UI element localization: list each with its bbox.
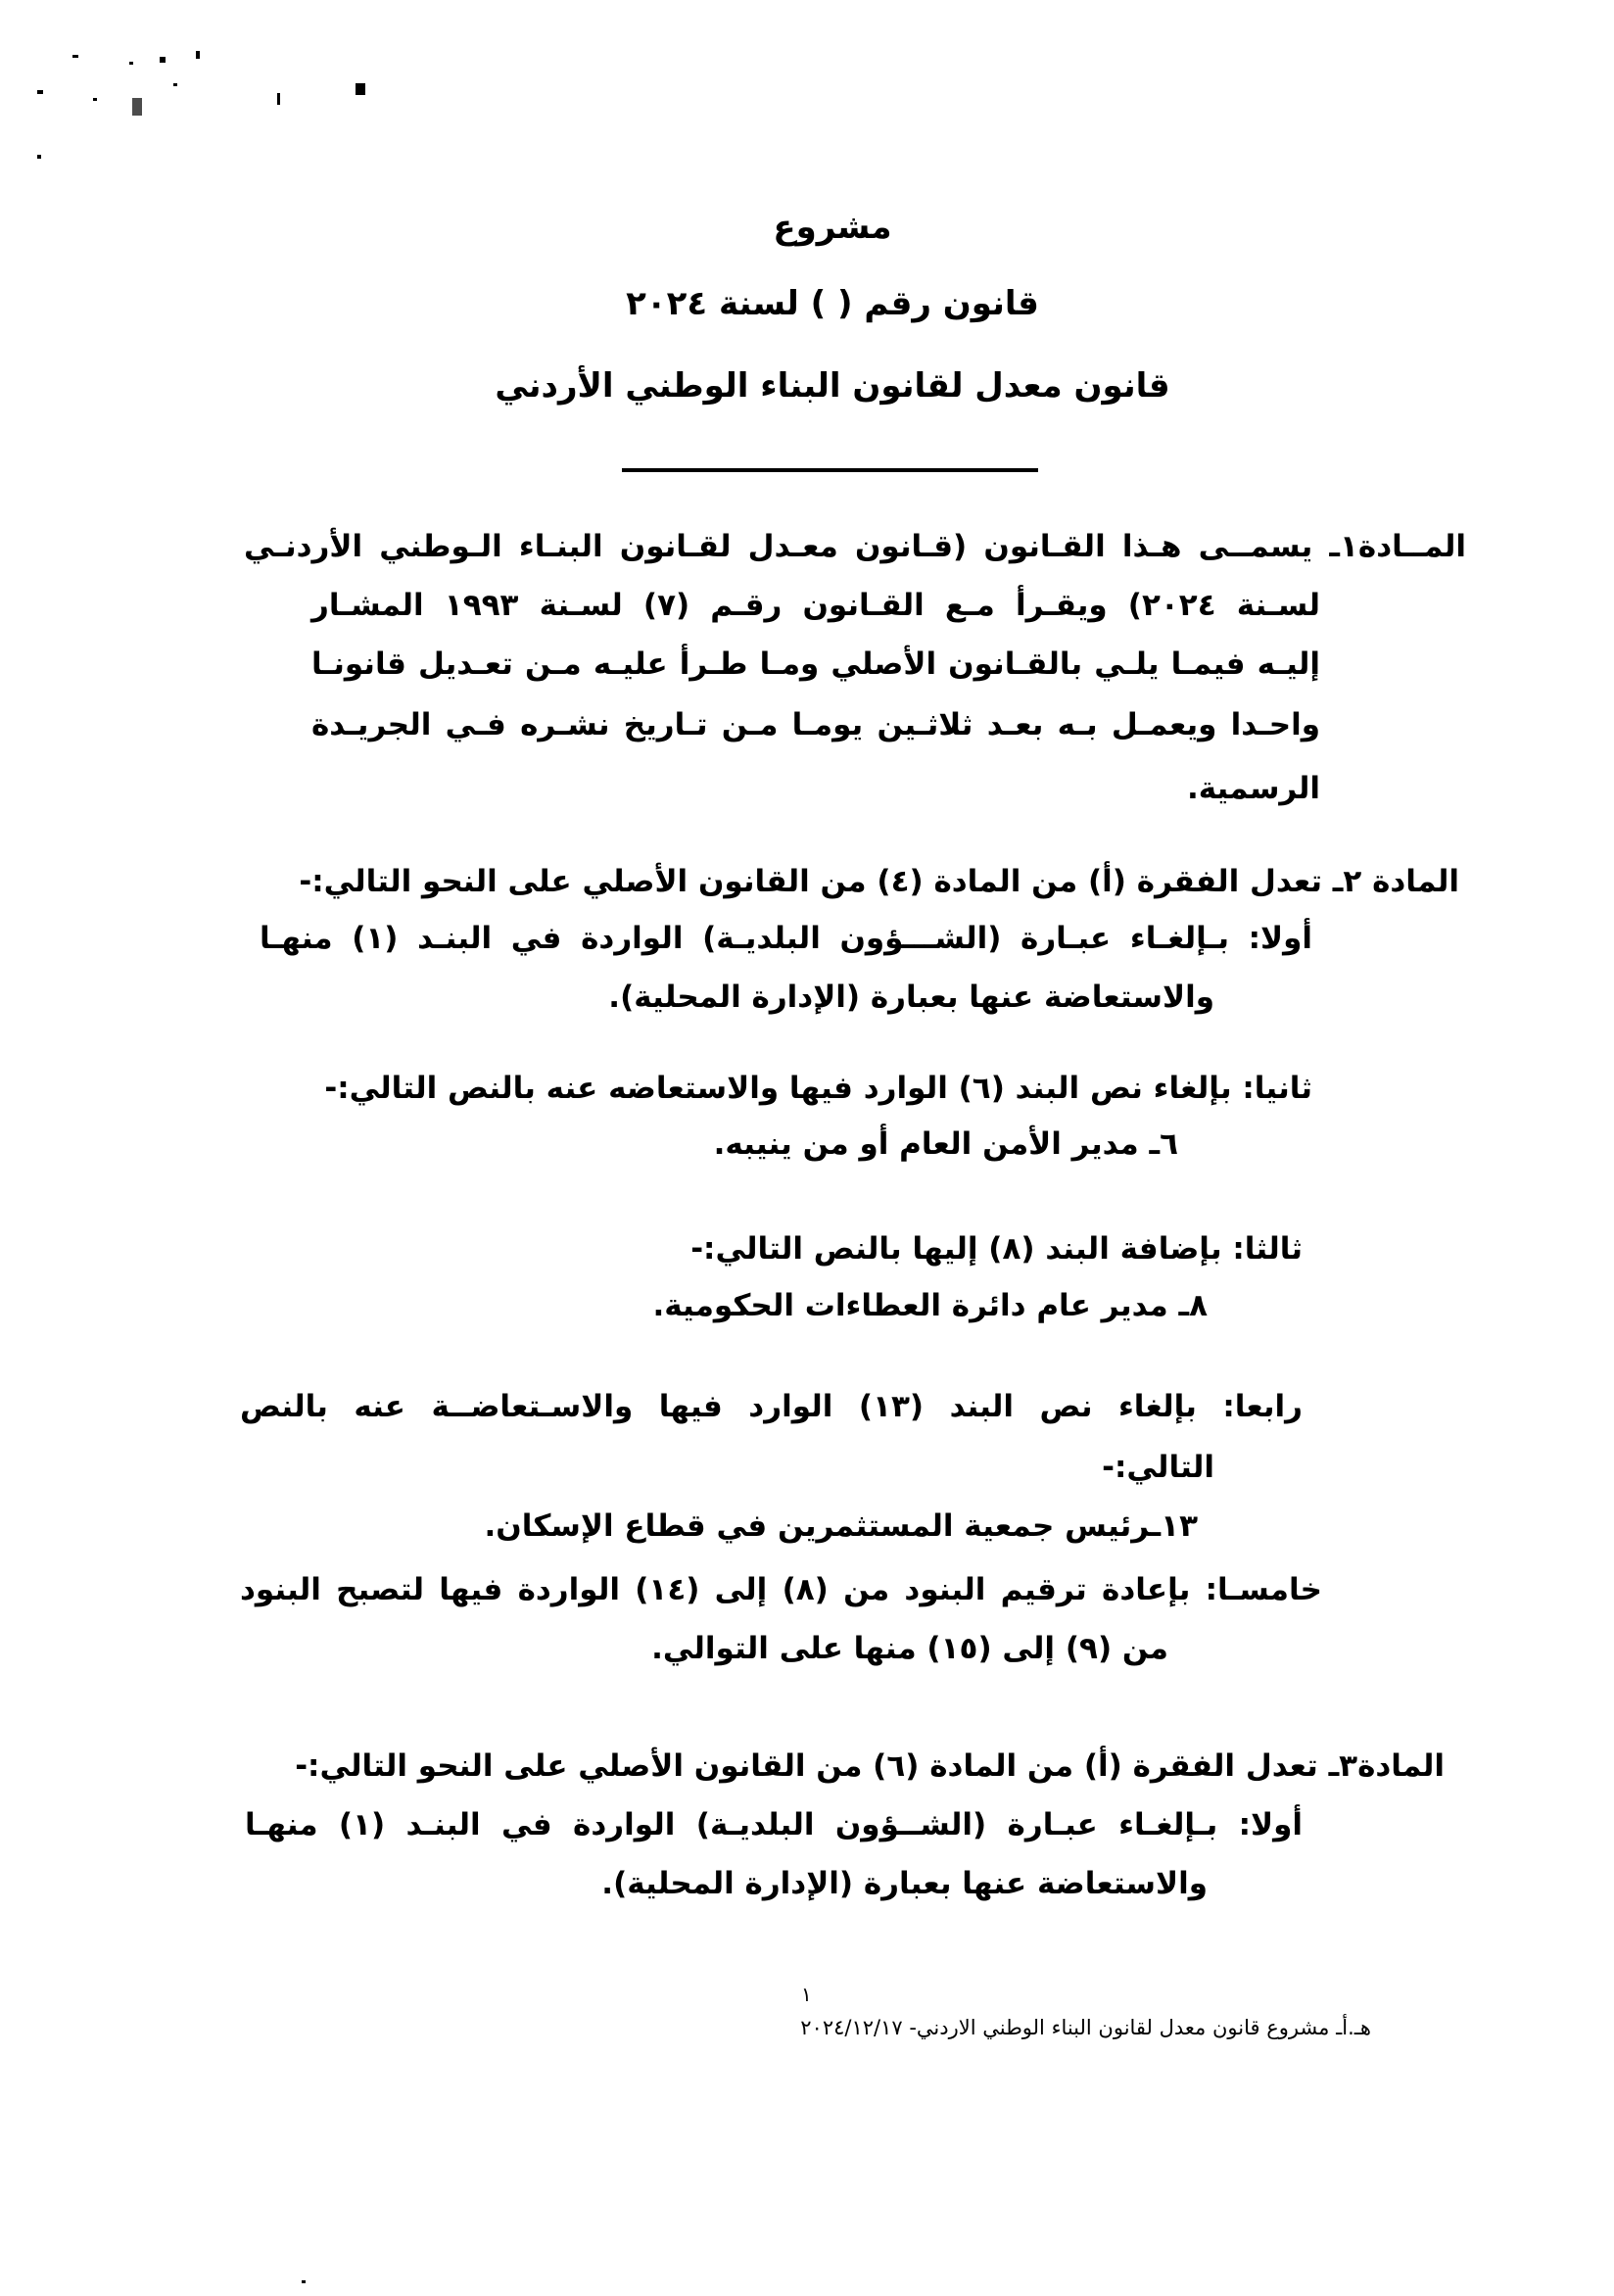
scan-noise-bottom <box>302 2280 306 2283</box>
article-3-item-1-line-2: والاستعاضة عنها بعبارة (الإدارة المحلية). <box>601 1866 1208 1901</box>
law-title: قانون معدل لقانون البناء الوطني الأردني <box>495 366 1170 406</box>
article-2-item-1-line-2: والاستعاضة عنها بعبارة (الإدارة المحلية). <box>608 980 1214 1015</box>
article-1-line-1: المــادة١ـ يسمــى هـذا القـانون (قـانون معـدل لقـانون البنـاء الـوطني الأردنـي <box>244 529 1466 564</box>
article-2-item-4-line-3: ١٣ـرئيس جمعية المستثمرين في قطاع الإسكان. <box>484 1508 1198 1544</box>
article-3-item-1-line-1: أولا: بـإلغـاء عبـارة (الشــؤون البلديـة) الواردة في البنـد (١) منهـا <box>245 1807 1303 1842</box>
article-2-item-2-line-2: ٦ـ مدير الأمن العام أو من ينيبه. <box>713 1126 1178 1162</box>
article-2-item-4-line-2: التالي:- <box>1102 1450 1214 1485</box>
page-number: ١ <box>801 1983 812 2006</box>
article-2-heading: المادة ٢ـ تعدل الفقرة (أ) من المادة (٤) من القانون الأصلي على النحو التالي:- <box>299 864 1459 899</box>
article-2-item-5-line-1: خامسـا: بإعادة ترقيم البنود من (٨) إلى (١٤) الواردة فيها لتصبح البنود <box>240 1572 1322 1607</box>
article-2-item-3-line-1: ثالثا: بإضافة البند (٨) إليها بالنص التالي:- <box>690 1231 1303 1267</box>
article-1-line-5: الرسمية. <box>1186 771 1320 806</box>
footer-reference: هـ.أـ مشروع قانون معدل لقانون البناء الوطني الاردني- ٢٠٢٤/١٢/١٧ <box>800 2016 1371 2039</box>
article-2-item-1-line-1: أولا: بـإلغـاء عبـارة (الشـــؤون البلديـة) الواردة في البنـد (١) منهـا <box>260 921 1312 956</box>
article-2-item-5-line-2: من (٩) إلى (١٥) منها على التوالي. <box>651 1631 1168 1666</box>
article-2-item-2-line-1: ثانيا: بإلغاء نص البند (٦) الوارد فيها والاستعاضه عنه بالنص التالي:- <box>324 1071 1312 1106</box>
article-1-line-3: إليـه فيمـا يلـي بالقـانون الأصلي ومـا طـرأ عليـه مـن تعـديل قانونـا <box>311 646 1320 682</box>
article-3-heading: المادة٣ـ تعدل الفقرة (أ) من المادة (٦) من القانون الأصلي على النحو التالي:- <box>295 1748 1445 1784</box>
law-number: قانون رقم ( ) لسنة ٢٠٢٤ <box>626 284 1039 323</box>
article-2-item-4-line-1: رابعا: بإلغاء نص البند (١٣) الوارد فيها والاسـتعاضــة عنه بالنص <box>240 1389 1303 1424</box>
article-1-line-4: واحـدا ويعمـل بـه بعـد ثلاثـين يومـا مـن تـاريخ نشـره فـي الجريـدة <box>311 707 1320 742</box>
article-1-line-2: لسـنة ٢٠٢٤) ويقـرأ مـع القـانون رقـم (٧) لسـنة ١٩٩٣ المشـار <box>311 588 1320 623</box>
title-divider <box>622 468 1038 472</box>
document-label: مشروع <box>773 208 892 247</box>
article-2-item-3-line-2: ٨ـ مدير عام دائرة العطاءات الحكومية. <box>652 1288 1208 1323</box>
